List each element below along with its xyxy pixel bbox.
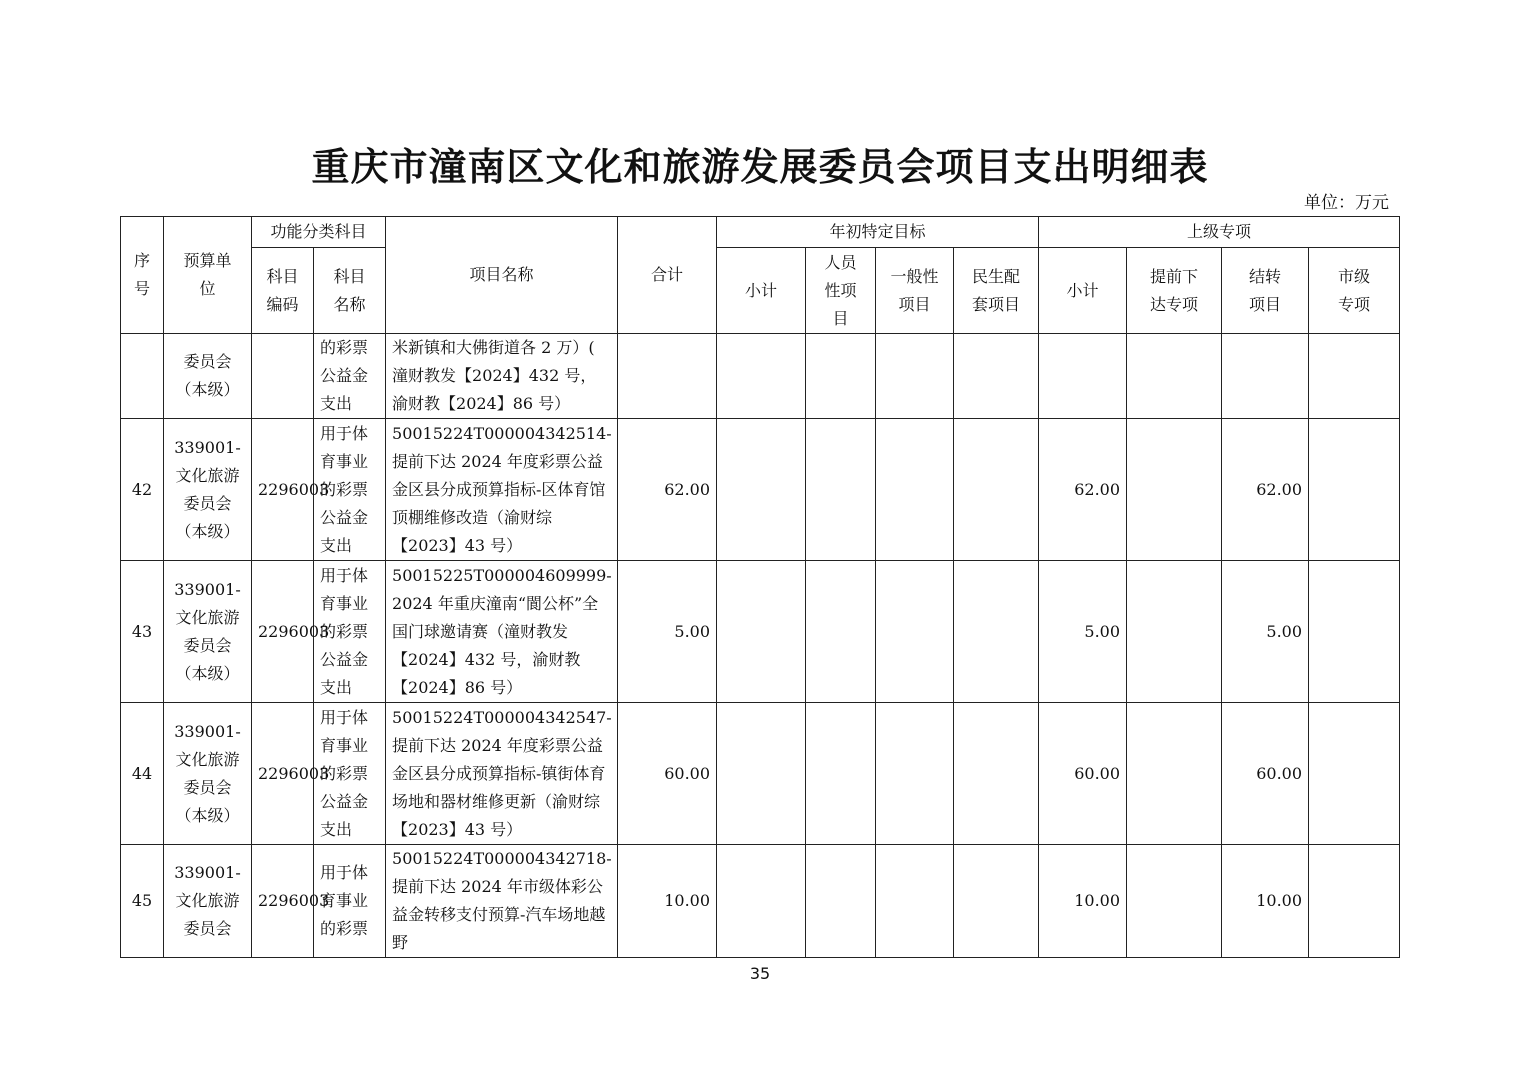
cell-superior-subtotal: 10.00 — [1039, 845, 1127, 958]
header-superior-special: 上级专项 — [1039, 217, 1400, 248]
cell-budget-unit: 339001-文化旅游委员会 — [164, 845, 252, 958]
header-advance: 提前下达专项 — [1127, 248, 1222, 334]
cell-subject-name: 的彩票公益金支出 — [314, 334, 386, 419]
header-subject-code: 科目编码 — [252, 248, 314, 334]
cell-carryover: 62.00 — [1222, 419, 1309, 561]
cell-project-name: 米新镇和大佛街道各 2 万）( 潼财教发【2024】432 号，渝财教【2024】86 号） — [386, 334, 618, 419]
cell-advance — [1127, 561, 1222, 703]
header-carryover: 结转项目 — [1222, 248, 1309, 334]
header-seq: 序号 — [121, 217, 164, 334]
expense-table — [120, 216, 1400, 958]
cell-superior-subtotal — [1039, 334, 1127, 419]
cell-subject-code: 2296003 — [252, 419, 314, 561]
header-project-name: 项目名称 — [386, 217, 618, 334]
cell-carryover: 10.00 — [1222, 845, 1309, 958]
cell-city-level — [1309, 845, 1400, 958]
cell-personnel — [806, 845, 876, 958]
header-livelihood: 民生配套项目 — [954, 248, 1039, 334]
cell-superior-subtotal: 5.00 — [1039, 561, 1127, 703]
cell-advance — [1127, 419, 1222, 561]
cell-superior-subtotal: 62.00 — [1039, 419, 1127, 561]
cell-subject-name: 用于体育事业的彩票公益金支出 — [314, 703, 386, 845]
cell-total — [618, 334, 717, 419]
cell-total: 62.00 — [618, 419, 717, 561]
cell-annual-subtotal — [717, 561, 806, 703]
cell-advance — [1127, 334, 1222, 419]
cell-subject-name: 用于体育事业的彩票公益金支出 — [314, 419, 386, 561]
header-superior-subtotal: 小计 — [1039, 248, 1127, 334]
cell-city-level — [1309, 703, 1400, 845]
cell-project-name: 50015225T000004609999-2024 年重庆潼南“閬公杯”全国门球邀请赛（潼财教发【2024】432 号，渝财教【2024】86 号） — [386, 561, 618, 703]
cell-city-level — [1309, 561, 1400, 703]
cell-seq: 43 — [121, 561, 164, 703]
header-func-class: 功能分类科目 — [252, 217, 386, 248]
cell-general — [876, 419, 954, 561]
cell-livelihood — [954, 334, 1039, 419]
cell-annual-subtotal — [717, 334, 806, 419]
cell-livelihood — [954, 845, 1039, 958]
page-number: 35 — [749, 964, 771, 983]
table-row — [121, 334, 1400, 419]
cell-carryover: 5.00 — [1222, 561, 1309, 703]
cell-subject-code: 2296003 — [252, 845, 314, 958]
cell-livelihood — [954, 703, 1039, 845]
cell-seq: 45 — [121, 845, 164, 958]
header-total: 合计 — [618, 217, 717, 334]
cell-advance — [1127, 845, 1222, 958]
cell-general — [876, 703, 954, 845]
cell-general — [876, 561, 954, 703]
cell-project-name: 50015224T000004342547-提前下达 2024 年度彩票公益金区县分成预算指标-镇街体育场地和器材维修更新（渝财综【2023】43 号） — [386, 703, 618, 845]
table-row — [121, 703, 1400, 845]
cell-livelihood — [954, 419, 1039, 561]
header-budget-unit: 预算单位 — [164, 217, 252, 334]
cell-superior-subtotal: 60.00 — [1039, 703, 1127, 845]
cell-personnel — [806, 419, 876, 561]
cell-carryover — [1222, 334, 1309, 419]
cell-seq: 42 — [121, 419, 164, 561]
header-annual-subtotal: 小计 — [717, 248, 806, 334]
cell-subject-name: 用于体育事业的彩票公益金支出 — [314, 561, 386, 703]
cell-subject-code: 2296003 — [252, 561, 314, 703]
table-row — [121, 561, 1400, 703]
cell-personnel — [806, 334, 876, 419]
cell-budget-unit: 委员会（本级） — [164, 334, 252, 419]
cell-seq — [121, 334, 164, 419]
header-annual-target: 年初特定目标 — [717, 217, 1039, 248]
cell-subject-name: 用于体育事业的彩票 — [314, 845, 386, 958]
cell-livelihood — [954, 561, 1039, 703]
cell-budget-unit: 339001-文化旅游委员会（本级） — [164, 419, 252, 561]
cell-advance — [1127, 703, 1222, 845]
cell-personnel — [806, 561, 876, 703]
cell-total: 60.00 — [618, 703, 717, 845]
cell-city-level — [1309, 334, 1400, 419]
cell-annual-subtotal — [717, 419, 806, 561]
cell-general — [876, 334, 954, 419]
cell-project-name: 50015224T000004342718-提前下达 2024 年市级体彩公益金转移支付预算-汽车场地越野 — [386, 845, 618, 958]
cell-city-level — [1309, 419, 1400, 561]
cell-budget-unit: 339001-文化旅游委员会（本级） — [164, 561, 252, 703]
cell-annual-subtotal — [717, 845, 806, 958]
header-subject-name: 科目名称 — [314, 248, 386, 334]
cell-budget-unit: 339001-文化旅游委员会（本级） — [164, 703, 252, 845]
table-row — [121, 845, 1400, 958]
header-personnel: 人员性项目 — [806, 248, 876, 334]
cell-annual-subtotal — [717, 703, 806, 845]
cell-subject-code: 2296003 — [252, 703, 314, 845]
cell-personnel — [806, 703, 876, 845]
header-city-level: 市级专项 — [1309, 248, 1400, 334]
cell-total: 10.00 — [618, 845, 717, 958]
cell-project-name: 50015224T000004342514-提前下达 2024 年度彩票公益金区县分成预算指标-区体育馆顶棚维修改造（渝财综【2023】43 号） — [386, 419, 618, 561]
cell-total: 5.00 — [618, 561, 717, 703]
cell-subject-code — [252, 334, 314, 419]
cell-carryover: 60.00 — [1222, 703, 1309, 845]
table-row — [121, 419, 1400, 561]
unit-label: 单位：万元 — [1304, 193, 1389, 213]
cell-seq: 44 — [121, 703, 164, 845]
cell-general — [876, 845, 954, 958]
header-general: 一般性项目 — [876, 248, 954, 334]
page-title: 重庆市潼南区文化和旅游发展委员会项目支出明细表 — [311, 144, 1209, 189]
